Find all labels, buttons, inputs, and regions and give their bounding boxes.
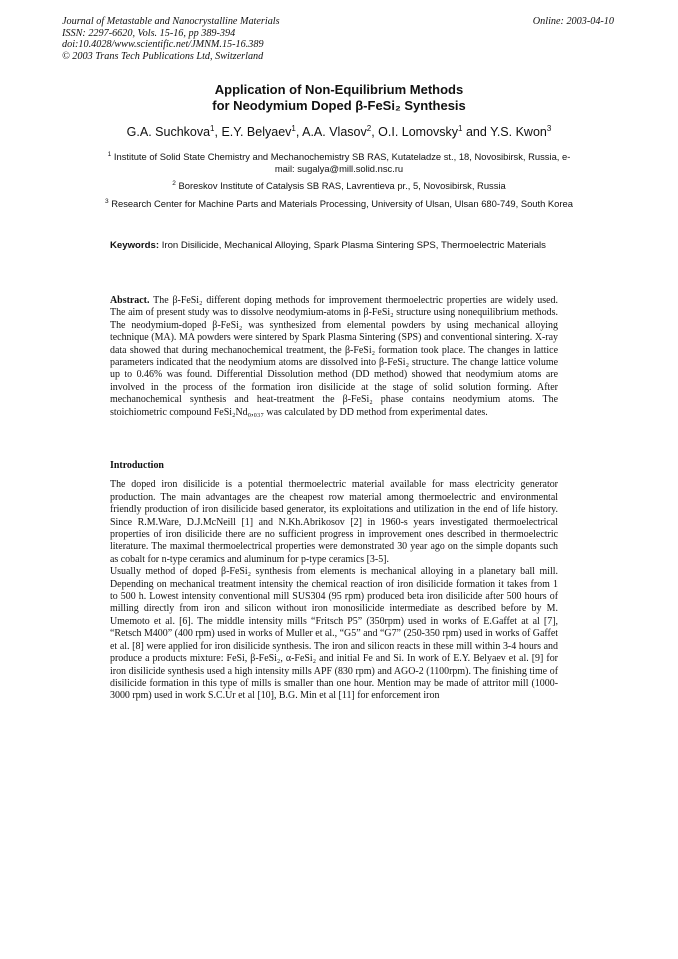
author-list: G.A. Suchkova$^1$, E.Y. Belyaev$^1$, A.A. Vlasov$^2$, O.I. Lomovsky$^1$ and Y.S. Kwon$^3$: [126, 123, 552, 139]
abstract-label: Abstract.: [110, 295, 150, 306]
issn-line: ISSN: 2297-6620, Vols. 15-16, pp 389-394: [62, 27, 236, 39]
title-line-1: Application of Non-Equilibrium Methods: [214, 82, 464, 97]
affiliation-number: 3: [105, 197, 109, 205]
affiliation-2: [100, 180, 578, 192]
author-affil-sup: 1: [210, 123, 215, 133]
abstract-text: The β-FeSi₂ different doping methods for improvement thermoelectric properties are widely used. The aim of present study was to dissolve neodymium-atoms in β-FeSi₂ structure using nonequilibrium methods. The neodymium-doped β-FeSi₂ was synthesized from elemental powders by using mechanical alloying technique (MA). MA powders were sintered by Spark Plasma Sintering (SPS) and conventional sintering. X-ray data showed that during mechanochemical treatment, the β-FeSi₂ formation took place. The changes in lattice parameters indicated that the neodymium atoms are dissolved into β-FeSi₂ structure. The change lattice volume up to 0.46% was found. Differential Dissolution method (DD method) showed that neodymium atoms are involved in the process of the formation iron disilicide at the stage of solid solution forming. After mechanochemical synthesis and heat-treatment the β-FeSi₂ phase contains neodymium atoms. The stoichiometric compound FeSi₂Nd₀,₀₃₇ was calculated by DD method from experimental dates.: [110, 295, 558, 418]
author-name: A.A. Vlasov: [302, 125, 367, 139]
introduction-section: [110, 460, 558, 703]
affiliation-number: 2: [172, 180, 176, 188]
author-name: Y.S. Kwon: [490, 125, 547, 139]
section-heading: Introduction: [110, 460, 164, 471]
author-name: E.Y. Belyaev: [221, 125, 292, 139]
author-name: G.A. Suchkova: [126, 125, 211, 139]
title-line-2: for Neodymium Doped β-FeSi₂ Synthesis: [212, 98, 466, 113]
author-affil-sup: 1: [458, 123, 463, 133]
author-conjunction: and: [465, 125, 487, 139]
affiliation-text: Boreskov Institute of Catalysis SB RAS, Lavrentieva pr., 5, Novosibirsk, Russia: [178, 180, 506, 192]
keywords-label: Keywords:: [110, 240, 160, 251]
affiliation-1: [100, 151, 578, 175]
keywords-block: [110, 240, 570, 252]
intro-paragraph-2: Usually method of doped β-FeSi₂ synthesis from elements is mechanical alloying in a planetary ball mill. Depending on mechanical treatment intensity the chemical reaction of iron disilicide formation it takes from 1 to 500 h. Lowest intensity conventional mill SUS304 (95 rpm) produced beta iron disilicide after 500 hours of milling directly from iron and silicon without iron monosilicide intermediate as described before by M. Umemoto et al. [6]. The middle intensity mills “Fritsch P5” (350rpm) used in works of E.Gaffet at al [7], “Retsch M400” (400 rpm) used in works of Muller et al., “G5” and “G7” (250-350 rpm) used in works of Gaffet et al. [8] were applied for iron disilicide synthesis. The iron and silicon reacts in these mill within 3-4 hours and produce a products mixture: FeSi, β-FeSi₂, α-FeSi₂ and initial Fe and Si. In work of E.Y. Belyaev et al. [9] for iron disilicide synthesis used a high intensity mills APF (830 rpm) and AGO-2 (1100rpm). The finishing time of disilicide formation in this type of mills is smaller than one hour. Mention may be made of attritor mill (1000-3000 rpm) used in work S.C.Ur et al [10], B.G. Min et al [11] for enforcement iron: [110, 566, 558, 702]
paper-title: [0, 82, 678, 114]
journal-name: Journal of Metastable and Nanocrystalline Materials: [62, 16, 280, 27]
keywords-text: Iron Disilicide, Mechanical Alloying, Spark Plasma Sintering SPS, Thermoelectric Materials: [161, 240, 546, 251]
copyright-line: © 2003 Trans Tech Publications Ltd, Switzerland: [62, 50, 264, 62]
affiliation-text: Institute of Solid State Chemistry and Mechanochemistry SB RAS, Kutateladze st., 18, Novosibirsk, Russia, e-mail: sugalya@mill.solid.nsc.ru: [113, 151, 571, 175]
doi-link[interactable]: doi:10.4028/www.scientific.net/JMNM.15-16.389: [62, 39, 264, 51]
author-name: O.I. Lomovsky: [378, 125, 459, 139]
author-affil-sup: 3: [546, 123, 552, 133]
author-affil-sup: 1: [291, 123, 296, 133]
affiliations: [100, 151, 578, 215]
author-affil-sup: 2: [366, 123, 372, 133]
affiliation-3: [100, 198, 578, 210]
affiliation-number: 1: [107, 150, 112, 158]
journal-header: [62, 16, 280, 62]
intro-paragraph-1: The doped iron disilicide is a potential thermoelectric material available for mass electricity generator production. The main advantages are the cheapest row material among thermoelectric and environmental friendly production of iron disilicide based generator, its exploitations and utilization in the end of life history. Since R.M.Ware, D.J.McNeill [1] and N.Kh.Abrikosov [2] in 1960-s years investigated thermoelectrical properties of iron disilicide there are no sufficient progress in improvement ones described in thermoelectric literature. The maximal thermoelectrical properties were demonstrated 30 year ago on the simple dopants such as cobalt for n-type ceramics and aluminum for p-type ceramics [3-5].: [110, 479, 558, 565]
online-date: Online: 2003-04-10: [532, 16, 614, 27]
affiliation-text: Research Center for Machine Parts and Materials Processing, University of Ulsan, Ulsan 680-749, South Korea: [111, 197, 573, 209]
abstract-block: [110, 295, 558, 419]
